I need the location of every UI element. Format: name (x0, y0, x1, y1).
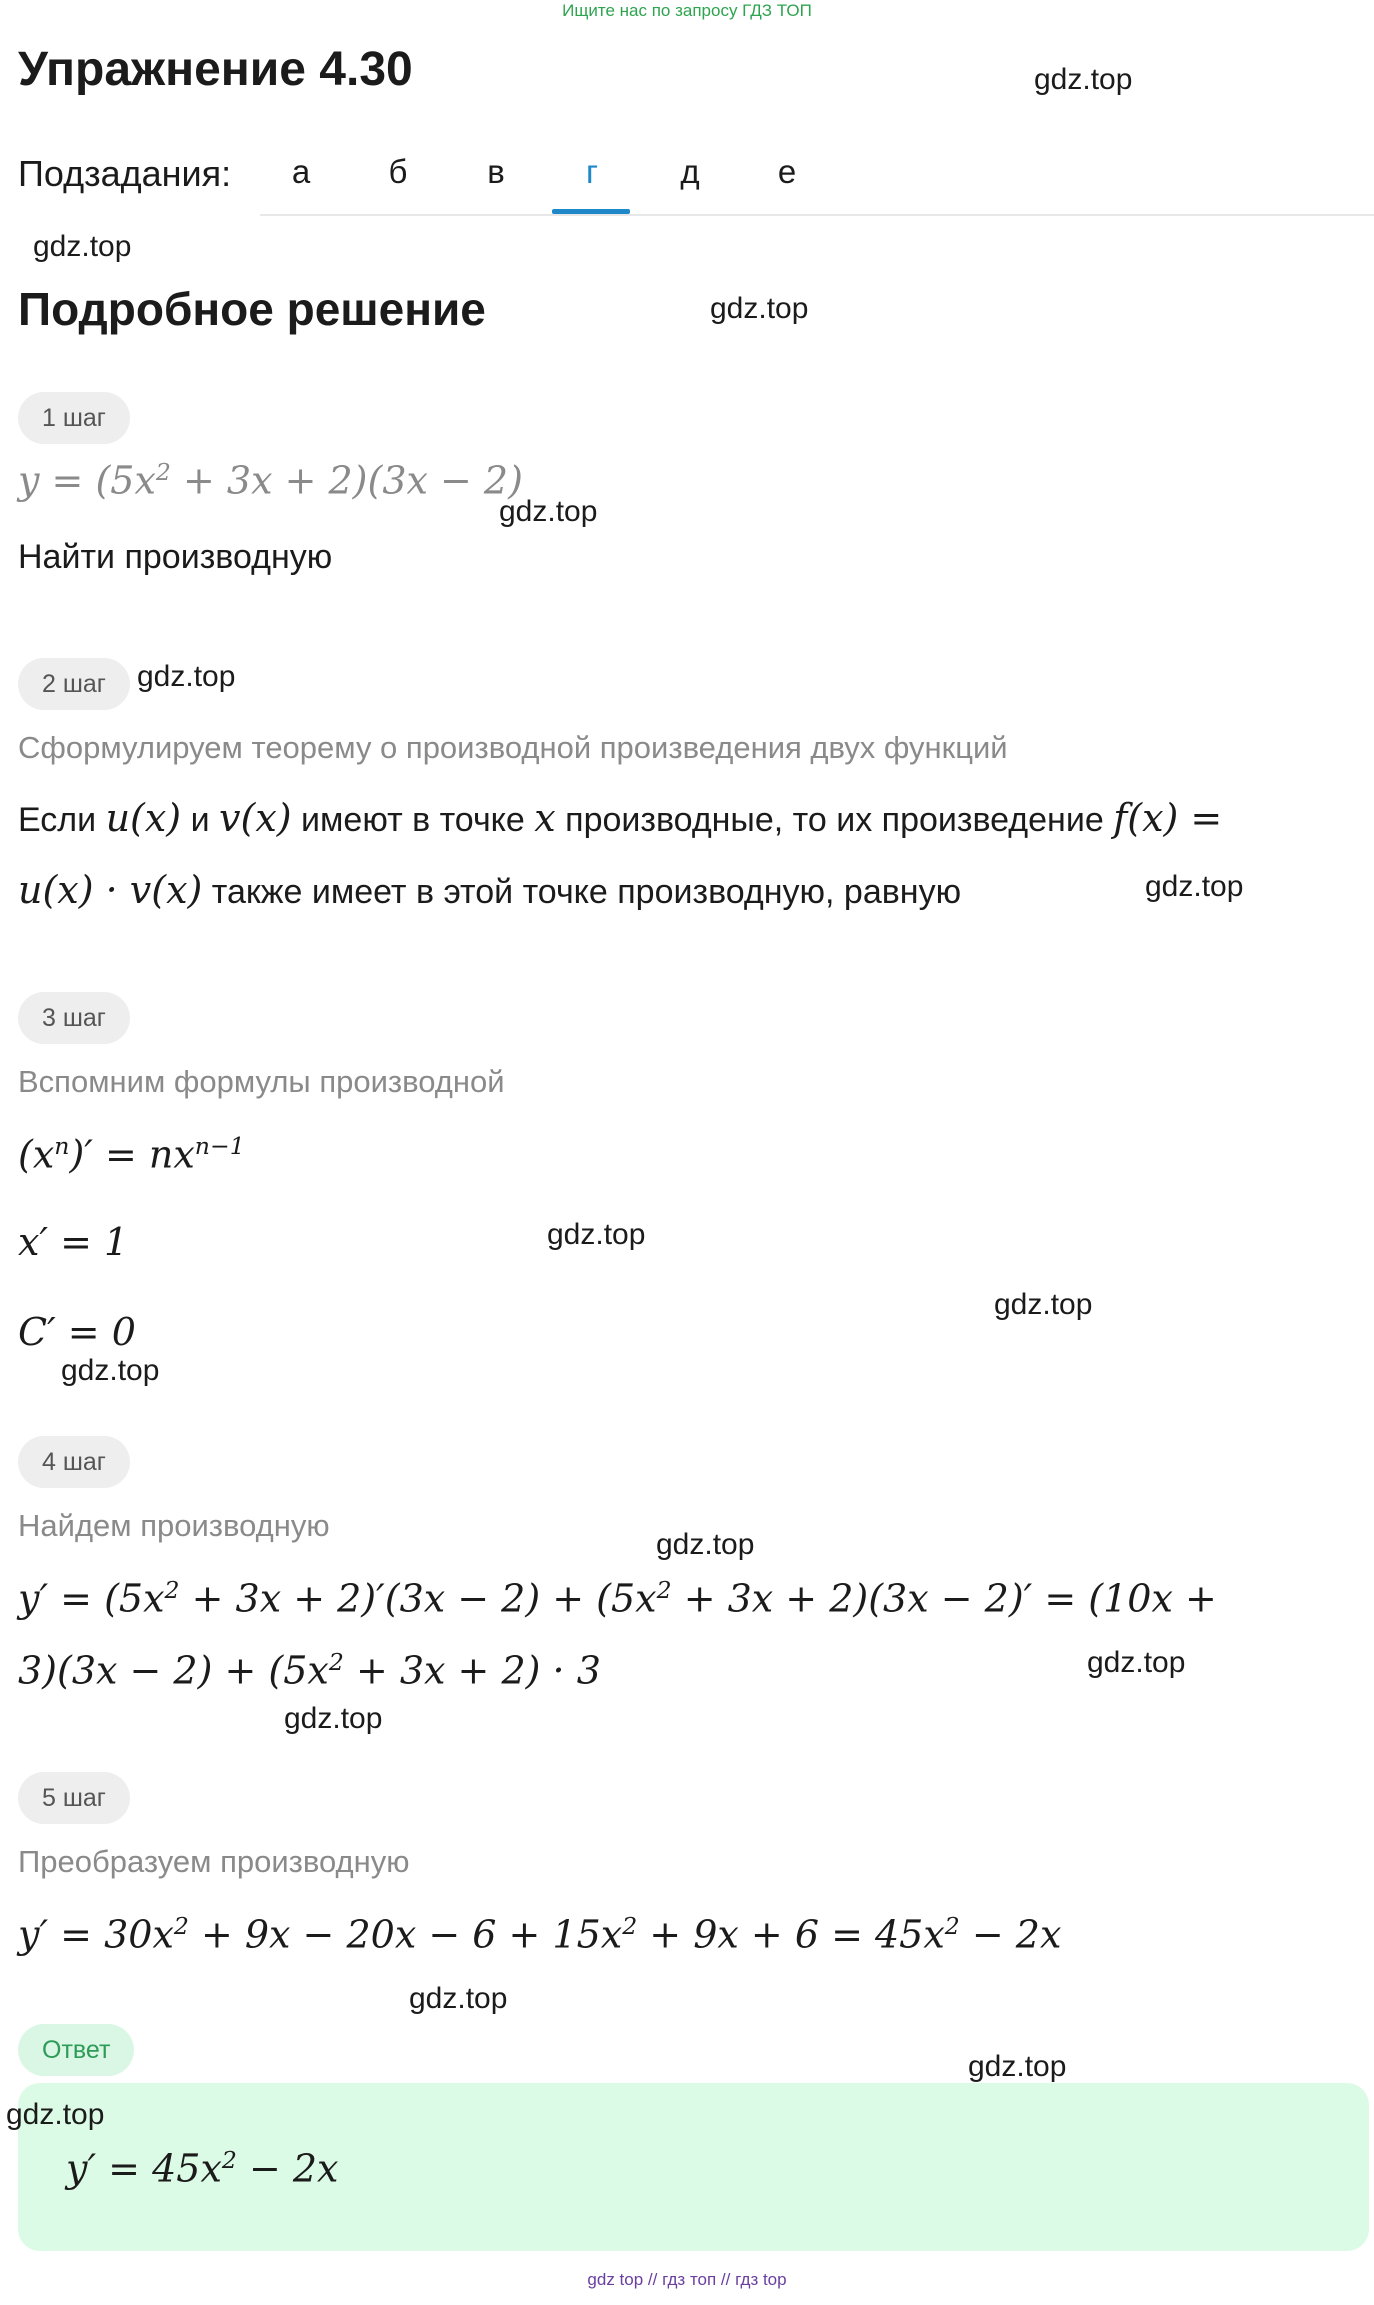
step-4-formula-line-1: $y' = (5x^2 + 3x + 2)'(3x - 2) + (5x^2 + 3x + 2)(3x - 2)' = (10x$ + (18, 1576, 1217, 1621)
step-2-subtitle: Сформулируем теорему о производной произведения двух функций (18, 730, 1008, 765)
answer-formula: $y' = 45x^2 - 2x$ (66, 2146, 339, 2191)
step-1-text: Найти производную (18, 538, 333, 576)
step-3-subtitle: Вспомним формулы производной (18, 1064, 505, 1099)
tab-a[interactable]: а (291, 153, 311, 190)
subtasks-label: Подзадания: (18, 153, 232, 194)
step-5-badge: 5 шаг (18, 1772, 130, 1824)
watermark: gdz.top (137, 660, 236, 693)
step-4-badge: 4 шаг (18, 1436, 130, 1488)
watermark: gdz.top (499, 495, 598, 528)
tab-d[interactable]: д (680, 153, 700, 190)
watermark: gdz.top (547, 1218, 646, 1251)
watermark: gdz.top (710, 292, 809, 325)
watermark: gdz.top (656, 1528, 755, 1561)
step-2-badge: 2 шаг (18, 658, 130, 710)
answer-badge: Ответ (18, 2024, 134, 2076)
tabs-divider (260, 214, 1374, 216)
step-3-formula-1: $(x^n)' = nx^{n-1}$ (18, 1132, 245, 1177)
footer-links[interactable]: gdz top // гдз топ // гдз top (587, 2270, 787, 2289)
top-note: Ищите нас по запросу ГДЗ ТОП (562, 1, 812, 20)
page-title: Упражнение 4.30 (18, 43, 413, 96)
watermark: gdz.top (1034, 63, 1133, 96)
step-2-theorem-line-2: u(x) · v(x) также имеет в этой точке производную, равную (18, 868, 962, 912)
step-3-formula-3: C′ = 0 (18, 1310, 136, 1354)
step-1-badge: 1 шаг (18, 392, 130, 444)
tab-g[interactable]: г (585, 153, 599, 190)
watermark: gdz.top (61, 1354, 160, 1387)
watermark: gdz.top (409, 1982, 508, 2015)
step-4-formula-line-2: $3)(3x - 2) + (5x^2 + 3x + 2) \cdot 3$ (18, 1648, 601, 1693)
tab-v[interactable]: в (487, 153, 505, 190)
step-4-subtitle: Найдем производную (18, 1508, 330, 1543)
tab-b[interactable]: б (388, 153, 408, 190)
step-5-subtitle: Преобразуем производную (18, 1844, 410, 1879)
watermark: gdz.top (284, 1702, 383, 1735)
step-2-theorem-line-1: Если u(x) и v(x) имеют в точке x производные, то их произведение f(x) = (18, 796, 1223, 840)
watermark: gdz.top (6, 2098, 105, 2131)
step-3-formula-2: x′ = 1 (18, 1220, 129, 1264)
watermark: gdz.top (994, 1288, 1093, 1321)
watermark: gdz.top (1145, 870, 1244, 903)
step-1-formula: $y = (5x^2 + 3x + 2)(3x - 2)$ (18, 458, 523, 503)
active-tab-indicator (552, 209, 630, 214)
step-5-formula: $y' = 30x^2 + 9x - 20x - 6 + 15x^2 + 9x + 6 = 45x^2 - 2x$ (18, 1912, 1062, 1957)
step-3-badge: 3 шаг (18, 992, 130, 1044)
section-title: Подробное решение (18, 283, 486, 335)
watermark: gdz.top (33, 230, 132, 263)
tab-e[interactable]: е (777, 153, 797, 190)
watermark: gdz.top (1087, 1646, 1186, 1679)
watermark: gdz.top (968, 2050, 1067, 2083)
